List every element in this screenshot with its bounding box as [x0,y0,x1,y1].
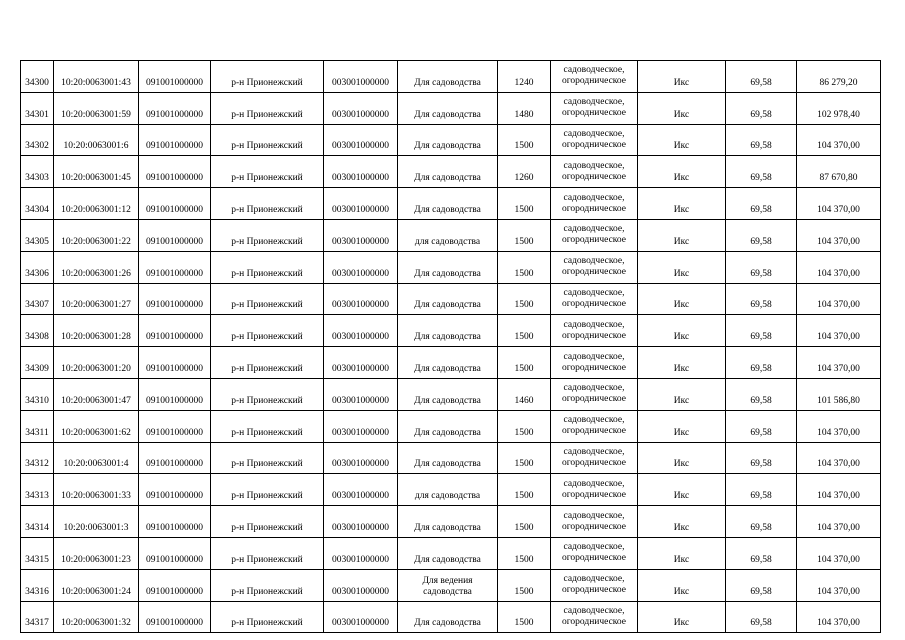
cell-locality-code: 003001000000 [324,537,398,569]
cell-use-category-line: садоводческое, [563,287,625,298]
cell-cadastral-number: 10:20:0063001:43 [54,61,139,93]
cell-cadastral-number: 10:20:0063001:24 [54,569,139,601]
cell-use-category-line: садоводческое, [563,97,625,108]
cell-cadastral-value: 104 370,00 [797,442,881,474]
cell-cadastral-number: 10:20:0063001:3 [54,506,139,538]
cell-specific-value: 69,58 [726,188,797,220]
cell-use-category-line: садоводческое, [563,446,625,457]
table-row [21,569,881,601]
cell-use-category-line: садоводческое, [563,160,625,171]
cell-use-category-line: садоводческое, [563,605,625,616]
cell-okato-code: 091001000000 [139,378,211,410]
cell-locality-code: 003001000000 [324,601,398,633]
cell-cadastral-number: 10:20:0063001:47 [54,378,139,410]
cell-area: 1480 [498,92,551,124]
cell-record-number: 34302 [21,124,54,156]
cell-district: р-н Прионежский [211,506,324,538]
cell-use-category [551,124,638,156]
cell-okato-code: 091001000000 [139,283,211,315]
cell-area: 1500 [498,219,551,251]
cell-use-category-line: садоводческое, [563,224,625,235]
cell-okato-code: 091001000000 [139,569,211,601]
cell-cadastral-value: 104 370,00 [797,219,881,251]
cell-permitted-use: Для садоводства [398,61,498,93]
land-plot-table [20,60,881,633]
cell-use-category-line: садоводческое, [563,383,625,394]
cell-use-category-line: садоводческое, [563,415,625,426]
cell-area: 1240 [498,61,551,93]
cell-symbol: Икс [638,124,726,156]
cell-district: р-н Прионежский [211,378,324,410]
cell-district: р-н Прионежский [211,219,324,251]
cell-specific-value: 69,58 [726,124,797,156]
cell-use-category-line: огородническое [561,394,627,405]
cell-specific-value: 69,58 [726,601,797,633]
cell-specific-value: 69,58 [726,410,797,442]
cell-district: р-н Прионежский [211,474,324,506]
cell-okato-code: 091001000000 [139,601,211,633]
cell-specific-value: 69,58 [726,506,797,538]
cell-cadastral-number: 10:20:0063001:33 [54,474,139,506]
cell-permitted-use: Для садоводства [398,251,498,283]
cell-use-category-line: огородническое [561,489,627,500]
cell-area: 1500 [498,442,551,474]
table-row [21,283,881,315]
cell-permitted-use: для садоводства [398,219,498,251]
cell-specific-value: 69,58 [726,283,797,315]
cell-locality-code: 003001000000 [324,442,398,474]
table-body [21,61,881,633]
cell-specific-value: 69,58 [726,537,797,569]
cell-permitted-use: Для садоводства [398,378,498,410]
cell-use-category [551,537,638,569]
cell-locality-code: 003001000000 [324,188,398,220]
table-row [21,537,881,569]
cell-permitted-use-line: садоводства [423,586,472,597]
cell-okato-code: 091001000000 [139,347,211,379]
cell-use-category-line: садоводческое, [563,128,625,139]
cell-symbol: Икс [638,219,726,251]
cell-use-category [551,474,638,506]
cell-use-category-line: огородническое [561,76,627,87]
cell-use-category-line: огородническое [561,362,627,373]
cell-use-category-line: огородническое [561,108,627,119]
cell-cadastral-number: 10:20:0063001:20 [54,347,139,379]
table-row [21,410,881,442]
cell-use-category-line: огородническое [561,171,627,182]
cell-record-number: 34314 [21,506,54,538]
cell-use-category-line: огородническое [561,267,627,278]
cell-use-category [551,251,638,283]
cell-locality-code: 003001000000 [324,506,398,538]
cell-cadastral-value: 86 279,20 [797,61,881,93]
cell-use-category [551,283,638,315]
cell-area: 1500 [498,124,551,156]
cell-cadastral-value: 104 370,00 [797,188,881,220]
cell-cadastral-value: 104 370,00 [797,410,881,442]
cell-use-category [551,410,638,442]
cell-district: р-н Прионежский [211,61,324,93]
cell-record-number: 34316 [21,569,54,601]
cell-locality-code: 003001000000 [324,378,398,410]
cell-symbol: Икс [638,410,726,442]
cell-cadastral-number: 10:20:0063001:23 [54,537,139,569]
cell-cadastral-number: 10:20:0063001:28 [54,315,139,347]
cell-record-number: 34307 [21,283,54,315]
cell-okato-code: 091001000000 [139,442,211,474]
cell-okato-code: 091001000000 [139,92,211,124]
cell-use-category [551,156,638,188]
cell-locality-code: 003001000000 [324,251,398,283]
cell-symbol: Икс [638,506,726,538]
cell-area: 1260 [498,156,551,188]
cell-permitted-use [398,569,498,601]
cell-district: р-н Прионежский [211,188,324,220]
cell-locality-code: 003001000000 [324,474,398,506]
cell-okato-code: 091001000000 [139,188,211,220]
cell-okato-code: 091001000000 [139,124,211,156]
cell-symbol: Икс [638,92,726,124]
cell-permitted-use: Для садоводства [398,442,498,474]
cell-use-category [551,569,638,601]
cell-record-number: 34315 [21,537,54,569]
cell-district: р-н Прионежский [211,92,324,124]
cell-locality-code: 003001000000 [324,61,398,93]
cell-cadastral-number: 10:20:0063001:32 [54,601,139,633]
cell-district: р-н Прионежский [211,569,324,601]
cell-district: р-н Прионежский [211,283,324,315]
cell-area: 1500 [498,601,551,633]
cell-cadastral-number: 10:20:0063001:59 [54,92,139,124]
cell-use-category-line: огородническое [561,426,627,437]
cell-use-category-line: садоводческое, [563,351,625,362]
cell-district: р-н Прионежский [211,442,324,474]
cell-symbol: Икс [638,347,726,379]
cell-okato-code: 091001000000 [139,61,211,93]
cell-use-category [551,219,638,251]
cell-area: 1500 [498,410,551,442]
cell-permitted-use: для садоводства [398,474,498,506]
cell-specific-value: 69,58 [726,315,797,347]
table-row [21,188,881,220]
cell-symbol: Икс [638,156,726,188]
cell-record-number: 34300 [21,61,54,93]
cell-use-category-line: огородническое [561,585,627,596]
table-row [21,219,881,251]
cell-specific-value: 69,58 [726,156,797,188]
cell-okato-code: 091001000000 [139,506,211,538]
cell-specific-value: 69,58 [726,219,797,251]
cell-cadastral-value: 104 370,00 [797,506,881,538]
cell-record-number: 34306 [21,251,54,283]
cell-use-category [551,506,638,538]
cell-use-category [551,442,638,474]
cell-use-category-line: садоводческое, [563,542,625,553]
table-row [21,347,881,379]
table-row [21,506,881,538]
cell-symbol: Икс [638,442,726,474]
table-row [21,251,881,283]
cell-record-number: 34305 [21,219,54,251]
cell-cadastral-number: 10:20:0063001:4 [54,442,139,474]
cell-area: 1500 [498,506,551,538]
table-row [21,378,881,410]
cell-symbol: Икс [638,601,726,633]
cell-district: р-н Прионежский [211,315,324,347]
cell-locality-code: 003001000000 [324,124,398,156]
cell-use-category [551,601,638,633]
cell-specific-value: 69,58 [726,442,797,474]
cell-permitted-use: Для садоводства [398,315,498,347]
cell-area: 1500 [498,474,551,506]
cell-cadastral-number: 10:20:0063001:26 [54,251,139,283]
cell-record-number: 34304 [21,188,54,220]
cell-cadastral-value: 104 370,00 [797,315,881,347]
cell-okato-code: 091001000000 [139,410,211,442]
cell-record-number: 34310 [21,378,54,410]
cell-use-category-line: садоводческое, [563,319,625,330]
cell-permitted-use: Для садоводства [398,124,498,156]
cell-district: р-н Прионежский [211,251,324,283]
cell-okato-code: 091001000000 [139,156,211,188]
cell-record-number: 34309 [21,347,54,379]
cell-use-category-line: огородническое [561,139,627,150]
cell-use-category [551,378,638,410]
cell-use-category-line: огородническое [561,553,627,564]
cell-permitted-use: Для садоводства [398,537,498,569]
cell-use-category-line: огородническое [561,457,627,468]
cell-specific-value: 69,58 [726,569,797,601]
cell-record-number: 34312 [21,442,54,474]
cell-permitted-use: Для садоводства [398,283,498,315]
cell-permitted-use: Для садоводства [398,506,498,538]
cell-okato-code: 091001000000 [139,537,211,569]
cell-record-number: 34308 [21,315,54,347]
cell-area: 1500 [498,537,551,569]
cell-locality-code: 003001000000 [324,410,398,442]
cell-specific-value: 69,58 [726,347,797,379]
table-row [21,156,881,188]
cell-cadastral-value: 104 370,00 [797,283,881,315]
cell-cadastral-value: 87 670,80 [797,156,881,188]
cell-locality-code: 003001000000 [324,283,398,315]
cell-cadastral-number: 10:20:0063001:45 [54,156,139,188]
cell-symbol: Икс [638,283,726,315]
cell-locality-code: 003001000000 [324,92,398,124]
cell-use-category-line: огородническое [561,235,627,246]
cell-area: 1500 [498,251,551,283]
cell-district: р-н Прионежский [211,124,324,156]
cell-cadastral-number: 10:20:0063001:62 [54,410,139,442]
cell-cadastral-value: 104 370,00 [797,124,881,156]
cell-locality-code: 003001000000 [324,315,398,347]
cell-area: 1500 [498,283,551,315]
cell-area: 1500 [498,188,551,220]
cell-okato-code: 091001000000 [139,474,211,506]
cell-use-category-line: садоводческое, [563,256,625,267]
cell-use-category-line: огородническое [561,521,627,532]
cell-cadastral-number: 10:20:0063001:22 [54,219,139,251]
table-row [21,92,881,124]
cell-record-number: 34301 [21,92,54,124]
cell-symbol: Икс [638,474,726,506]
cell-symbol: Икс [638,537,726,569]
cell-permitted-use: Для садоводства [398,156,498,188]
cell-record-number: 34317 [21,601,54,633]
cell-use-category-line: садоводческое, [563,510,625,521]
cell-record-number: 34303 [21,156,54,188]
cell-use-category [551,347,638,379]
cell-use-category-line: огородническое [561,330,627,341]
cell-cadastral-value: 104 370,00 [797,569,881,601]
cell-district: р-н Прионежский [211,156,324,188]
cell-use-category-line: садоводческое, [563,574,625,585]
cell-locality-code: 003001000000 [324,347,398,379]
cell-cadastral-value: 104 370,00 [797,251,881,283]
cell-district: р-н Прионежский [211,601,324,633]
cell-area: 1460 [498,378,551,410]
cell-record-number: 34313 [21,474,54,506]
cell-use-category-line: садоводческое, [563,478,625,489]
cell-okato-code: 091001000000 [139,251,211,283]
cell-area: 1500 [498,315,551,347]
cell-district: р-н Прионежский [211,537,324,569]
cell-cadastral-value: 104 370,00 [797,347,881,379]
cell-cadastral-value: 102 978,40 [797,92,881,124]
cell-symbol: Икс [638,378,726,410]
cell-permitted-use: Для садоводства [398,410,498,442]
table-row [21,124,881,156]
cell-use-category-line: садоводческое, [563,65,625,76]
table-row [21,61,881,93]
cell-locality-code: 003001000000 [324,156,398,188]
cell-use-category-line: огородническое [561,616,627,627]
cell-use-category [551,92,638,124]
cell-use-category-line: огородническое [561,298,627,309]
cell-specific-value: 69,58 [726,61,797,93]
cell-symbol: Икс [638,188,726,220]
cell-cadastral-number: 10:20:0063001:12 [54,188,139,220]
cell-use-category-line: садоводческое, [563,192,625,203]
cell-symbol: Икс [638,315,726,347]
table-row [21,442,881,474]
cell-cadastral-value: 104 370,00 [797,537,881,569]
table-row [21,601,881,633]
cell-specific-value: 69,58 [726,251,797,283]
cell-okato-code: 091001000000 [139,315,211,347]
cell-symbol: Икс [638,251,726,283]
cell-record-number: 34311 [21,410,54,442]
cell-symbol: Икс [638,569,726,601]
cell-permitted-use: Для садоводства [398,92,498,124]
cell-area: 1500 [498,569,551,601]
cell-use-category [551,315,638,347]
cell-cadastral-number: 10:20:0063001:6 [54,124,139,156]
cell-cadastral-value: 101 586,80 [797,378,881,410]
cell-cadastral-value: 104 370,00 [797,474,881,506]
cell-symbol: Икс [638,61,726,93]
cell-permitted-use: Для садоводства [398,347,498,379]
cell-specific-value: 69,58 [726,474,797,506]
cell-permitted-use: Для садоводства [398,188,498,220]
cell-area: 1500 [498,347,551,379]
cell-district: р-н Прионежский [211,347,324,379]
cell-use-category [551,61,638,93]
cell-permitted-use-line: Для ведения [422,575,473,586]
table-row [21,315,881,347]
cell-specific-value: 69,58 [726,92,797,124]
cell-cadastral-number: 10:20:0063001:27 [54,283,139,315]
table-row [21,474,881,506]
cell-locality-code: 003001000000 [324,569,398,601]
cell-cadastral-value: 104 370,00 [797,601,881,633]
cell-permitted-use: Для садоводства [398,601,498,633]
cell-okato-code: 091001000000 [139,219,211,251]
cell-use-category-line: огородническое [561,203,627,214]
cell-district: р-н Прионежский [211,410,324,442]
cell-specific-value: 69,58 [726,378,797,410]
cell-use-category [551,188,638,220]
cell-locality-code: 003001000000 [324,219,398,251]
